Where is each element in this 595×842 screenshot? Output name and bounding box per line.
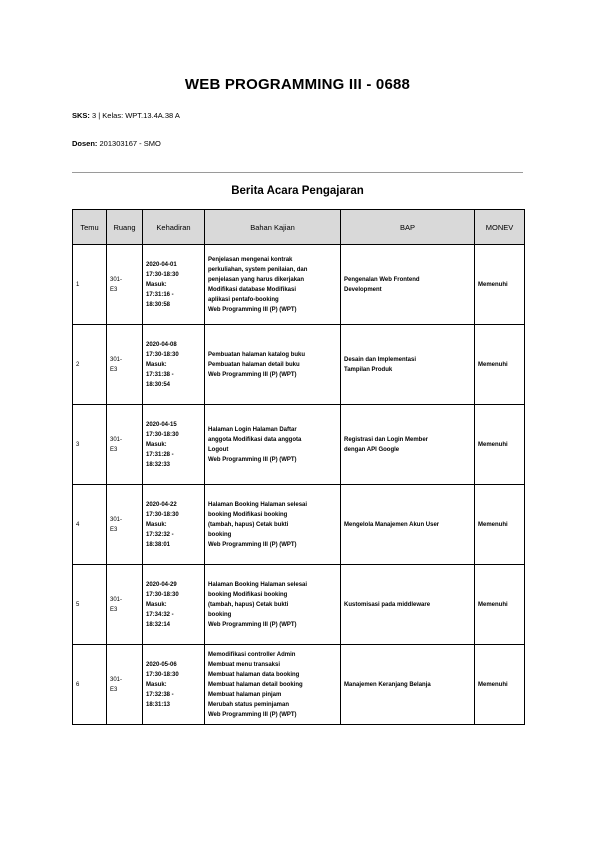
cell-kehadiran-line: 17:31:38 - [146, 371, 174, 378]
cell-ruang-line: E3 [110, 606, 118, 613]
cell-bahan-kajian-line: Membuat menu transaksi [208, 661, 281, 668]
cell-kehadiran-line: Masuk: [146, 441, 167, 448]
cell-bahan-kajian-line: Logout [208, 446, 229, 453]
cell-bap [341, 485, 475, 565]
cell-bahan-kajian-line: Halaman Booking Halaman selesai [208, 581, 308, 588]
cell-kehadiran-line: Masuk: [146, 681, 167, 688]
cell-bahan-kajian-line: penjelasan yang harus dikerjakan [208, 276, 305, 283]
cell-bap-line: Mengelola Manajemen Akun User [344, 521, 440, 528]
cell-kehadiran-line: 2020-04-22 [146, 501, 177, 508]
cell-bap [341, 565, 475, 645]
cell-temu: 1 [73, 245, 107, 325]
cell-kehadiran-line: 17:30-18:30 [146, 511, 179, 518]
cell-bahan-kajian-line: Web Programming III (P) (WPT) [208, 711, 297, 718]
cell-temu: 5 [73, 565, 107, 645]
column-header-bahan-kajian: Bahan Kajian [205, 210, 341, 245]
cell-monev: Memenuhi [475, 645, 525, 725]
cell-ruang-line: 301- [110, 276, 123, 283]
table-row [73, 645, 525, 725]
cell-kehadiran-line: 18:31:13 [146, 701, 171, 708]
teaching-report-table [72, 209, 525, 725]
cell-ruang [107, 245, 143, 325]
cell-bahan-kajian-line: Web Programming III (P) (WPT) [208, 541, 297, 548]
column-header-bap: BAP [341, 210, 475, 245]
cell-kehadiran [143, 485, 205, 565]
lecturer-info [72, 139, 161, 148]
cell-bap-line: Desain dan Implementasi [344, 356, 417, 363]
cell-monev: Memenuhi [475, 565, 525, 645]
column-header-monev: MONEV [475, 210, 525, 245]
cell-ruang [107, 405, 143, 485]
cell-bahan-kajian-line: Membuat halaman detail booking [208, 681, 303, 688]
cell-monev: Memenuhi [475, 325, 525, 405]
cell-ruang [107, 325, 143, 405]
cell-bahan-kajian-line: Penjelasan mengenai kontrak [208, 256, 293, 263]
cell-bahan-kajian [205, 245, 341, 325]
cell-kehadiran-line: 17:30-18:30 [146, 591, 179, 598]
cell-kehadiran-line: 17:30-18:30 [146, 271, 179, 278]
cell-bap-line: Development [344, 286, 382, 293]
cell-kehadiran-line: 17:31:16 - [146, 291, 174, 298]
cell-bahan-kajian-line: Membuat halaman pinjam [208, 691, 282, 698]
cell-bahan-kajian-line: Halaman Booking Halaman selesai [208, 501, 308, 508]
table-row [73, 405, 525, 485]
cell-temu: 6 [73, 645, 107, 725]
cell-ruang-line: 301- [110, 516, 123, 523]
cell-bahan-kajian-line: Pembuatan halaman katalog buku [208, 351, 306, 358]
sks-label: SKS: [72, 111, 90, 120]
cell-bap-line: Pengenalan Web Frontend [344, 276, 420, 283]
cell-kehadiran-line: 17:34:32 - [146, 611, 174, 618]
table-header-row [73, 210, 525, 245]
cell-kehadiran [143, 565, 205, 645]
cell-ruang-line: E3 [110, 526, 118, 533]
column-header-temu: Temu [73, 210, 107, 245]
cell-bahan-kajian-line: Web Programming III (P) (WPT) [208, 621, 297, 628]
cell-bahan-kajian-line: booking Modifikasi booking [208, 511, 288, 518]
cell-bahan-kajian-line: Pembuatan halaman detail buku [208, 361, 300, 368]
cell-kehadiran-line: Masuk: [146, 361, 167, 368]
cell-ruang-line: 301- [110, 596, 123, 603]
cell-kehadiran-line: 18:30:58 [146, 301, 171, 308]
cell-bahan-kajian-line: booking [208, 531, 232, 538]
dosen-value: 201303167 - SMO [99, 139, 161, 148]
cell-bahan-kajian-line: Web Programming III (P) (WPT) [208, 371, 297, 378]
cell-ruang-line: E3 [110, 286, 118, 293]
cell-ruang-line: E3 [110, 366, 118, 373]
cell-kehadiran-line: 17:30-18:30 [146, 351, 179, 358]
cell-bahan-kajian-line: Web Programming III (P) (WPT) [208, 456, 297, 463]
cell-bap [341, 405, 475, 485]
cell-bap-line: Registrasi dan Login Member [344, 436, 429, 443]
table-row [73, 245, 525, 325]
cell-kehadiran-line: Masuk: [146, 521, 167, 528]
cell-ruang-line: E3 [110, 446, 118, 453]
cell-bahan-kajian-line: (tambah, hapus) Cetak bukti [208, 521, 289, 528]
cell-monev: Memenuhi [475, 245, 525, 325]
cell-ruang-line: 301- [110, 356, 123, 363]
cell-bap-line: Kustomisasi pada middleware [344, 601, 431, 608]
cell-bahan-kajian-line: perkuliahan, system penilaian, dan [208, 266, 308, 273]
cell-kehadiran [143, 405, 205, 485]
cell-bahan-kajian [205, 325, 341, 405]
cell-bahan-kajian-line: Web Programming III (P) (WPT) [208, 306, 297, 313]
cell-bap-line: Manajemen Keranjang Belanja [344, 681, 431, 688]
table-row [73, 325, 525, 405]
cell-bahan-kajian-line: Memodifikasi controller Admin [208, 651, 296, 658]
cell-kehadiran-line: 17:32:32 - [146, 531, 174, 538]
page-title: WEB PROGRAMMING III - 0688 [184, 76, 411, 93]
cell-kehadiran-line: Masuk: [146, 281, 167, 288]
column-header-ruang: Ruang [107, 210, 143, 245]
section-title: Berita Acara Pengajaran [231, 185, 364, 197]
cell-bap [341, 245, 475, 325]
cell-bahan-kajian-line: booking Modifikasi booking [208, 591, 288, 598]
cell-temu: 3 [73, 405, 107, 485]
cell-kehadiran-line: 2020-04-29 [146, 581, 177, 588]
cell-monev: Memenuhi [475, 405, 525, 485]
cell-bahan-kajian-line: anggota Modifikasi data anggota [208, 436, 302, 443]
cell-kehadiran-line: 2020-04-15 [146, 421, 177, 428]
divider [72, 172, 523, 173]
cell-bahan-kajian-line: (tambah, hapus) Cetak bukti [208, 601, 289, 608]
cell-kehadiran-line: 17:30-18:30 [146, 431, 179, 438]
table-row [73, 485, 525, 565]
cell-kehadiran [143, 645, 205, 725]
cell-bahan-kajian [205, 485, 341, 565]
cell-kehadiran-line: 2020-04-08 [146, 341, 177, 348]
cell-temu: 4 [73, 485, 107, 565]
cell-monev: Memenuhi [475, 485, 525, 565]
cell-ruang-line: E3 [110, 686, 118, 693]
course-info [72, 111, 180, 120]
cell-kehadiran-line: 18:32:14 [146, 621, 171, 628]
cell-kehadiran [143, 325, 205, 405]
cell-bahan-kajian-line: aplikasi pentafo-booking [208, 296, 279, 303]
cell-kehadiran-line: 18:32:33 [146, 461, 171, 468]
dosen-label: Dosen: [72, 139, 98, 148]
column-header-kehadiran: Kehadiran [143, 210, 205, 245]
table-body [73, 245, 525, 725]
cell-kehadiran-line: 17:31:28 - [146, 451, 174, 458]
cell-bahan-kajian-line: Membuat halaman data booking [208, 671, 300, 678]
cell-ruang [107, 565, 143, 645]
cell-temu: 2 [73, 325, 107, 405]
cell-kehadiran-line: 18:30:54 [146, 381, 171, 388]
cell-kehadiran-line: 17:30-18:30 [146, 671, 179, 678]
cell-kehadiran [143, 245, 205, 325]
table-row [73, 565, 525, 645]
cell-bahan-kajian-line: Modifikasi database Modifikasi [208, 286, 297, 293]
cell-bahan-kajian [205, 645, 341, 725]
cell-kehadiran-line: 18:38:01 [146, 541, 171, 548]
cell-ruang [107, 645, 143, 725]
cell-kehadiran-line: 2020-05-06 [146, 661, 177, 668]
cell-bap [341, 325, 475, 405]
cell-bahan-kajian [205, 405, 341, 485]
cell-bahan-kajian-line: Halaman Login Halaman Daftar [208, 426, 297, 433]
cell-ruang-line: 301- [110, 436, 123, 443]
cell-kehadiran-line: Masuk: [146, 601, 167, 608]
cell-kehadiran-line: 17:32:38 - [146, 691, 174, 698]
cell-bahan-kajian-line: booking [208, 611, 232, 618]
cell-bap-line: dengan API Google [344, 446, 400, 453]
cell-bap [341, 645, 475, 725]
cell-ruang-line: 301- [110, 676, 123, 683]
cell-bap-line: Tampilan Produk [344, 366, 393, 373]
cell-bahan-kajian-line: Merubah status peminjaman [208, 701, 290, 708]
cell-kehadiran-line: 2020-04-01 [146, 261, 177, 268]
cell-bahan-kajian [205, 565, 341, 645]
sks-value: 3 | Kelas: WPT.13.4A.38 A [92, 111, 180, 120]
cell-ruang [107, 485, 143, 565]
